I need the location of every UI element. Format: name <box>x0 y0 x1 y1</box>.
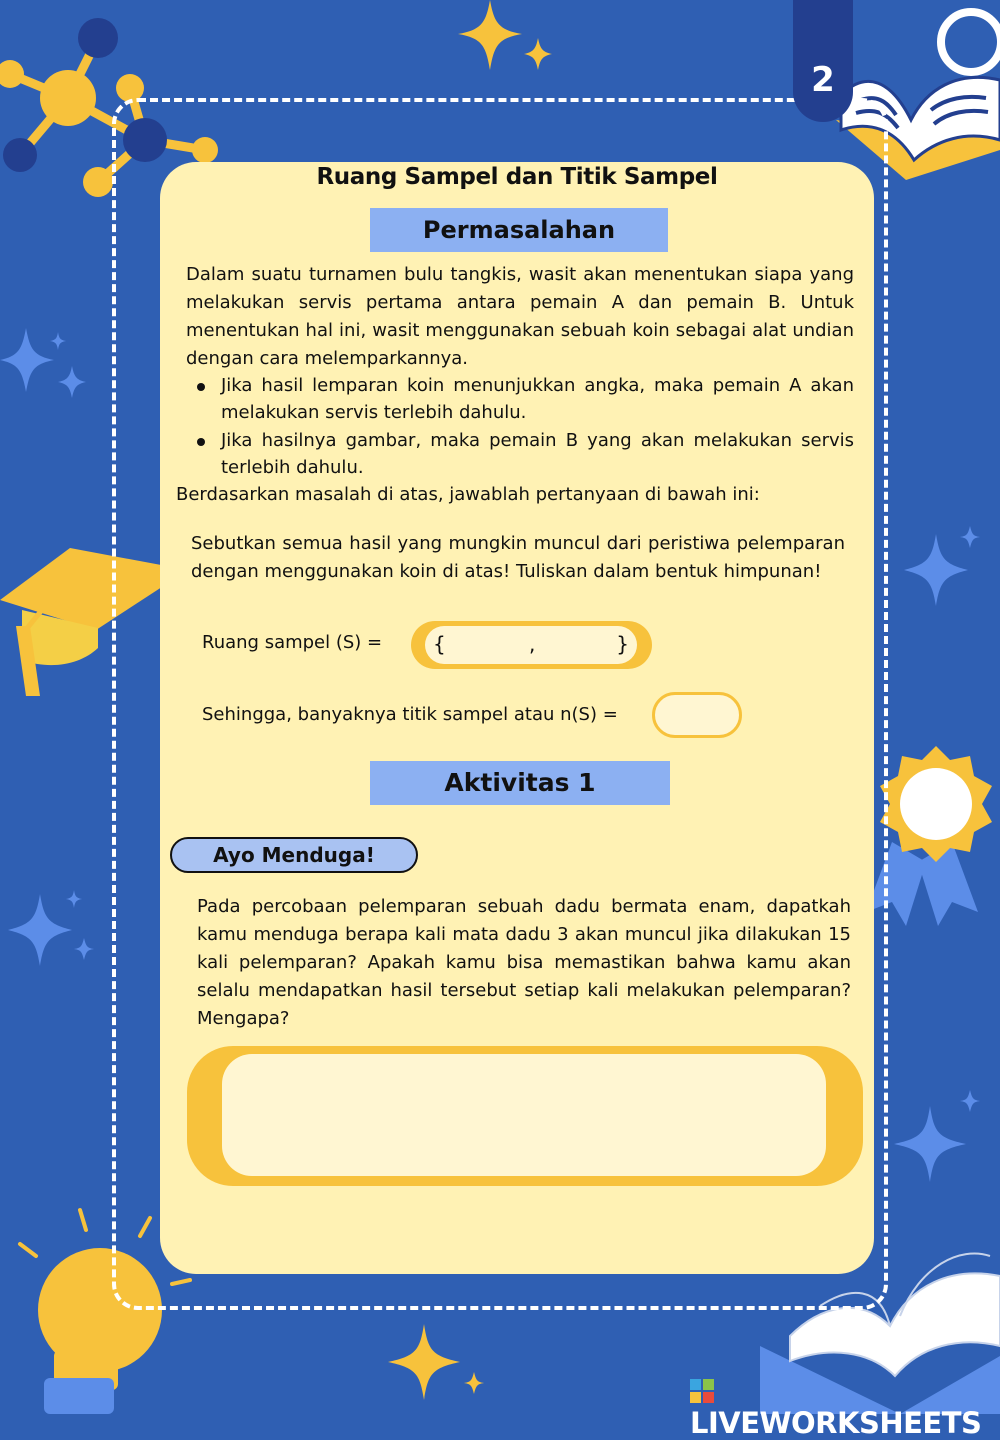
sparkle-mid-left-icon <box>0 880 110 990</box>
sparkle-bottom-icon <box>384 1320 504 1414</box>
set-open-brace: { <box>433 632 446 656</box>
instruction-text: Berdasarkan masalah di atas, jawablah pertanyaan di bawah ini: <box>176 484 760 505</box>
problem-intro: Dalam suatu turnamen bulu tangkis, wasit akan menentukan siapa yang melakukan servis pertama antara pemain A dan pemain B. Untuk menentukan hal ini, wasit menggunakan sebuah koin sebagai alat undian dengan cara melemparkannya. <box>186 264 854 369</box>
footer-brand <box>690 1372 990 1440</box>
page-number: 2 <box>793 0 853 122</box>
ayo-menduga-label: Ayo Menduga! <box>170 837 418 873</box>
liveworksheets-logo-icon <box>690 1379 714 1403</box>
footer-brand-text: LIVEWORKSHEETS <box>690 1406 982 1440</box>
section-heading-aktivitas: Aktivitas 1 <box>370 761 670 805</box>
problem-bullets <box>190 372 854 482</box>
bullet-item <box>190 427 854 481</box>
set-close-brace: } <box>616 632 629 656</box>
section-heading-permasalahan: Permasalahan <box>370 208 668 252</box>
sparkle-right-icon <box>888 520 1000 630</box>
sparkle-top-icon <box>440 0 570 80</box>
bullet-item <box>190 372 854 426</box>
sample-count-label: Sehingga, banyaknya titik sampel atau n(S) = <box>202 704 618 725</box>
question-sample-space: Sebutkan semua hasil yang mungkin muncul dari peristiwa pelemparan dengan menggunakan koin di atas! Tuliskan dalam bentuk himpunan! <box>191 533 845 582</box>
sample-count-input[interactable] <box>652 692 742 738</box>
answer-input[interactable] <box>222 1054 826 1176</box>
page-title: Ruang Sampel dan Titik Sampel <box>316 164 718 190</box>
bullet-text: Jika hasil lemparan koin menunjukkan angka, maka pemain A akan melakukan servis terlebih dahulu. <box>221 375 854 423</box>
bullet-text: Jika hasilnya gambar, maka pemain B yang akan melakukan servis terlebih dahulu. <box>221 430 854 478</box>
question-dice: Pada percobaan pelemparan sebuah dadu bermata enam, dapatkah kamu menduga berapa kali mata dadu 3 akan muncul jika dilakukan 15 kali pelemparan? Apakah kamu bisa memastikan bahwa kamu akan selalu mendapatkan hasil tersebut setiap kali melakukan pelemparan? Mengapa? <box>197 896 851 1029</box>
sparkle-left-icon <box>0 318 100 418</box>
bullet-dot-icon <box>197 438 205 446</box>
sample-space-input[interactable] <box>425 626 637 664</box>
bullet-dot-icon <box>197 383 205 391</box>
sparkle-lower-right-icon <box>880 1086 1000 1206</box>
sample-space-label: Ruang sampel (S) = <box>202 632 383 653</box>
set-comma: , <box>529 632 536 656</box>
